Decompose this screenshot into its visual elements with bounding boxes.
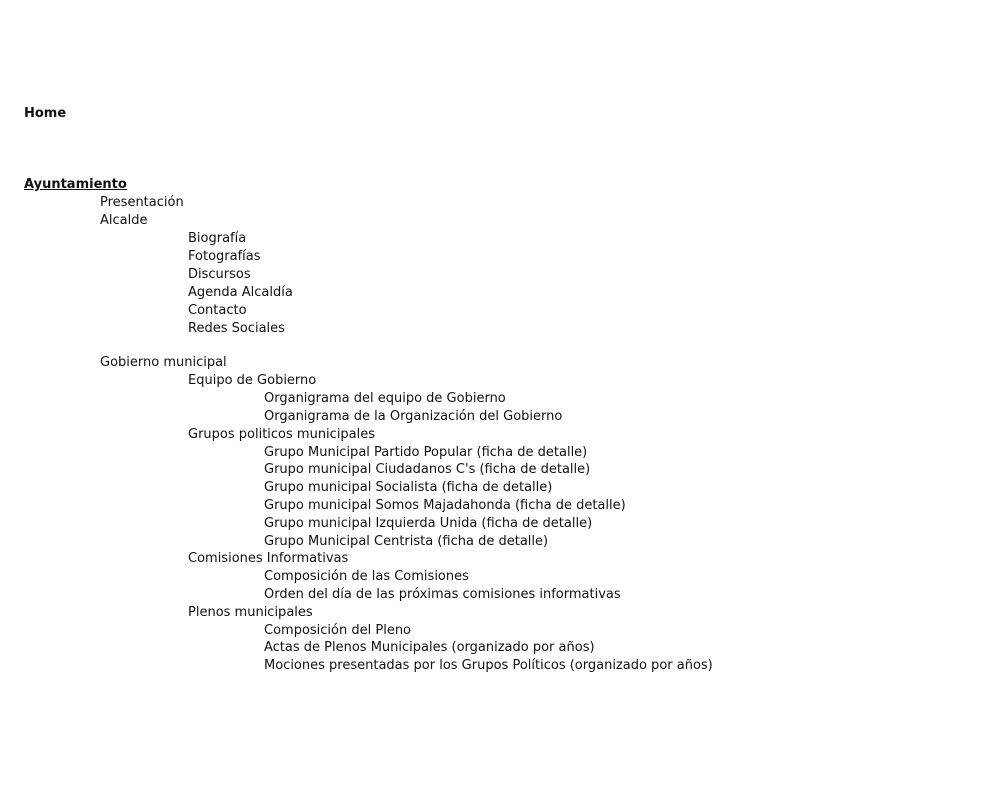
menu-item-grupo-socialista[interactable]: Grupo municipal Socialista (ficha de detalle)	[264, 480, 553, 495]
menu-item-plenos[interactable]: Plenos municipales	[188, 605, 313, 620]
menu-item-grupo-izquierda-unida[interactable]: Grupo municipal Izquierda Unida (ficha de detalle)	[264, 516, 593, 531]
menu-item-grupo-ciudadanos[interactable]: Grupo municipal Ciudadanos C's (ficha de detalle)	[264, 462, 591, 477]
menu-item-grupos-politicos[interactable]: Grupos politicos municipales	[188, 427, 376, 442]
home-link[interactable]: Home	[24, 106, 67, 121]
section-title-ayuntamiento[interactable]: Ayuntamiento	[24, 177, 127, 192]
menu-item-composicion-comisiones[interactable]: Composición de las Comisiones	[264, 569, 469, 584]
menu-item-composicion-pleno[interactable]: Composición del Pleno	[264, 623, 412, 638]
menu-item-redes-sociales[interactable]: Redes Sociales	[188, 321, 285, 336]
menu-item-comisiones[interactable]: Comisiones Informativas	[188, 551, 349, 566]
menu-item-grupo-somos-majadahonda[interactable]: Grupo municipal Somos Majadahonda (ficha de detalle)	[264, 498, 626, 513]
menu-item-grupo-pp[interactable]: Grupo Municipal Partido Popular (ficha de detalle)	[264, 445, 588, 460]
menu-item-orden-del-dia[interactable]: Orden del día de las próximas comisiones informativas	[264, 587, 621, 602]
menu-item-gobierno-municipal[interactable]: Gobierno municipal	[100, 355, 227, 370]
menu-item-alcalde[interactable]: Alcalde	[100, 213, 148, 228]
menu-item-fotografias[interactable]: Fotografías	[188, 249, 261, 264]
menu-item-organigrama-organizacion[interactable]: Organigrama de la Organización del Gobierno	[264, 409, 563, 424]
menu-item-contacto[interactable]: Contacto	[188, 303, 247, 318]
menu-item-agenda-alcaldia[interactable]: Agenda Alcaldía	[188, 285, 293, 300]
menu-item-grupo-centrista[interactable]: Grupo Municipal Centrista (ficha de detalle)	[264, 534, 549, 549]
menu-item-mociones[interactable]: Mociones presentadas por los Grupos Políticos (organizado por años)	[264, 658, 713, 673]
menu-item-actas-plenos[interactable]: Actas de Plenos Municipales (organizado por años)	[264, 640, 595, 655]
menu-item-biografia[interactable]: Biografía	[188, 231, 247, 246]
menu-item-equipo-gobierno[interactable]: Equipo de Gobierno	[188, 373, 317, 388]
menu-item-organigrama-equipo[interactable]: Organigrama del equipo de Gobierno	[264, 391, 506, 406]
menu-item-presentacion[interactable]: Presentación	[100, 195, 184, 210]
menu-item-discursos[interactable]: Discursos	[188, 267, 251, 282]
